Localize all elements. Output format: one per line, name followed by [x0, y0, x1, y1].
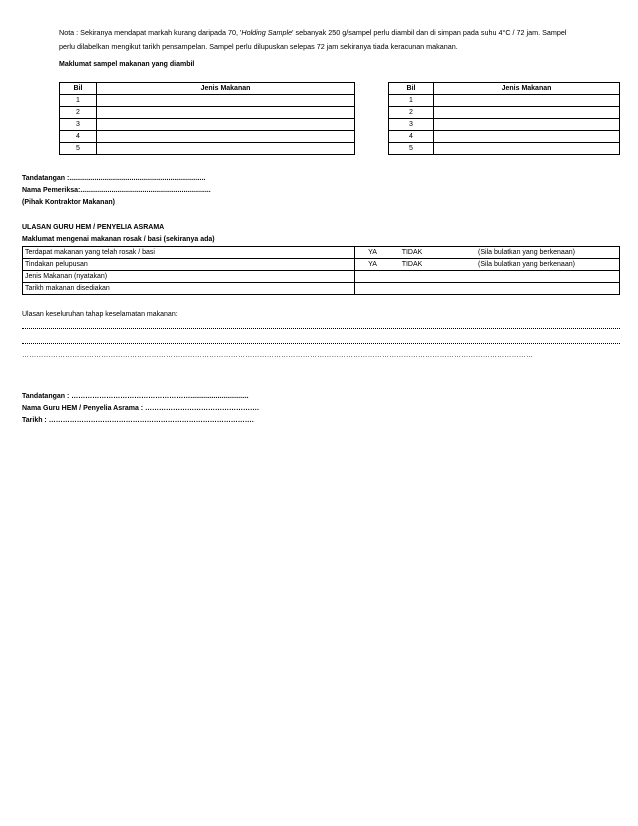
- table-row: [60, 95, 355, 107]
- table-row: [389, 131, 620, 143]
- ya-option[interactable]: YA: [355, 247, 391, 259]
- ya-option[interactable]: YA: [355, 259, 391, 271]
- table-header-row: [389, 83, 620, 95]
- header-bil: Bil: [60, 83, 97, 95]
- row-number: 5: [60, 143, 97, 155]
- table-row: [60, 107, 355, 119]
- table-row: [60, 119, 355, 131]
- table-row: [23, 259, 620, 271]
- food-cell[interactable]: [434, 119, 620, 131]
- row-number: 4: [60, 131, 97, 143]
- overall-review-label: Ulasan keseluruhan tahap keselamatan makanan:: [22, 311, 178, 318]
- row-number: 4: [389, 131, 434, 143]
- note-line-1: Nota : Sekiranya mendapat markah kurang daripada 70, 'Holding Sample' sebanyak 250 g/sampel perlu diambil dan di simpan pada suhu 4°C / 72 jam. Sampel: [59, 28, 567, 37]
- tidak-option[interactable]: TIDAK: [390, 247, 434, 259]
- hem-name-line[interactable]: Nama Guru HEM / Penyelia Asrama : ………………………………………….: [22, 405, 260, 412]
- hem-signature-line[interactable]: Tandatangan : ……………………………………………..............................: [22, 393, 249, 400]
- food-cell[interactable]: [97, 143, 355, 155]
- row-label: Jenis Makanan (nyatakan): [23, 271, 355, 283]
- food-cell[interactable]: [97, 107, 355, 119]
- table-header-row: [60, 83, 355, 95]
- header-jenis-makanan: Jenis Makanan: [97, 83, 355, 95]
- table-row: [23, 283, 620, 295]
- row-number: 1: [389, 95, 434, 107]
- row-number: 5: [389, 143, 434, 155]
- food-cell[interactable]: [97, 131, 355, 143]
- note-paragraph: [59, 26, 599, 53]
- header-jenis-makanan: Jenis Makanan: [434, 83, 620, 95]
- food-cell[interactable]: [434, 95, 620, 107]
- header-bil: Bil: [389, 83, 434, 95]
- holding-sample-term: Holding Sample: [241, 28, 293, 37]
- review-line-2[interactable]: [22, 343, 620, 344]
- contractor-role: (Pihak Kontraktor Makanan): [22, 199, 115, 206]
- food-type-field[interactable]: [355, 271, 620, 283]
- row-label: Tarikh makanan disediakan: [23, 283, 355, 295]
- contractor-name-line[interactable]: Nama Pemeriksa:...................................................................: [22, 187, 211, 194]
- table-row: [389, 95, 620, 107]
- circle-instruction: (Sila bulatkan yang berkenaan): [434, 247, 620, 259]
- tidak-option[interactable]: TIDAK: [390, 259, 434, 271]
- review-line-1[interactable]: [22, 328, 620, 329]
- contractor-signature-line[interactable]: Tandatangan :......................................................................: [22, 175, 206, 182]
- review-line-3[interactable]: ……………………………………………………………………………………………………………………………………………………………………………………………: [22, 352, 534, 359]
- food-cell[interactable]: [97, 119, 355, 131]
- hem-section-title: ULASAN GURU HEM / PENYELIA ASRAMA: [22, 224, 165, 231]
- table-row: [60, 131, 355, 143]
- food-cell[interactable]: [97, 95, 355, 107]
- table-row: [389, 143, 620, 155]
- sample-section-title: Maklumat sampel makanan yang diambil: [59, 61, 195, 68]
- row-number: 3: [389, 119, 434, 131]
- spoiled-food-table: [22, 246, 620, 295]
- food-cell[interactable]: [434, 143, 620, 155]
- row-number: 1: [60, 95, 97, 107]
- sample-table-left: [59, 82, 355, 155]
- table-row: [60, 143, 355, 155]
- table-row: [389, 107, 620, 119]
- row-label: Tindakan pelupusan: [23, 259, 355, 271]
- sample-table-right: [388, 82, 620, 155]
- food-cell[interactable]: [434, 107, 620, 119]
- row-number: 3: [60, 119, 97, 131]
- table-row: [23, 271, 620, 283]
- circle-instruction: (Sila bulatkan yang berkenaan): [434, 259, 620, 271]
- table-row: [389, 119, 620, 131]
- row-number: 2: [389, 107, 434, 119]
- note-line-2: perlu dilabelkan mengikut tarikh pensampelan. Sampel perlu dilupuskan selepas 72 jam sekiranya tiada keracunan makanan.: [59, 41, 458, 51]
- hem-date-line[interactable]: Tarikh : …………………………………………………………………………….: [22, 417, 254, 424]
- hem-section-subtitle: Maklumat mengenai makanan rosak / basi (sekiranya ada): [22, 236, 215, 243]
- table-row: [23, 247, 620, 259]
- row-label: Terdapat makanan yang telah rosak / basi: [23, 247, 355, 259]
- row-number: 2: [60, 107, 97, 119]
- preparation-date-field[interactable]: [355, 283, 620, 295]
- food-cell[interactable]: [434, 131, 620, 143]
